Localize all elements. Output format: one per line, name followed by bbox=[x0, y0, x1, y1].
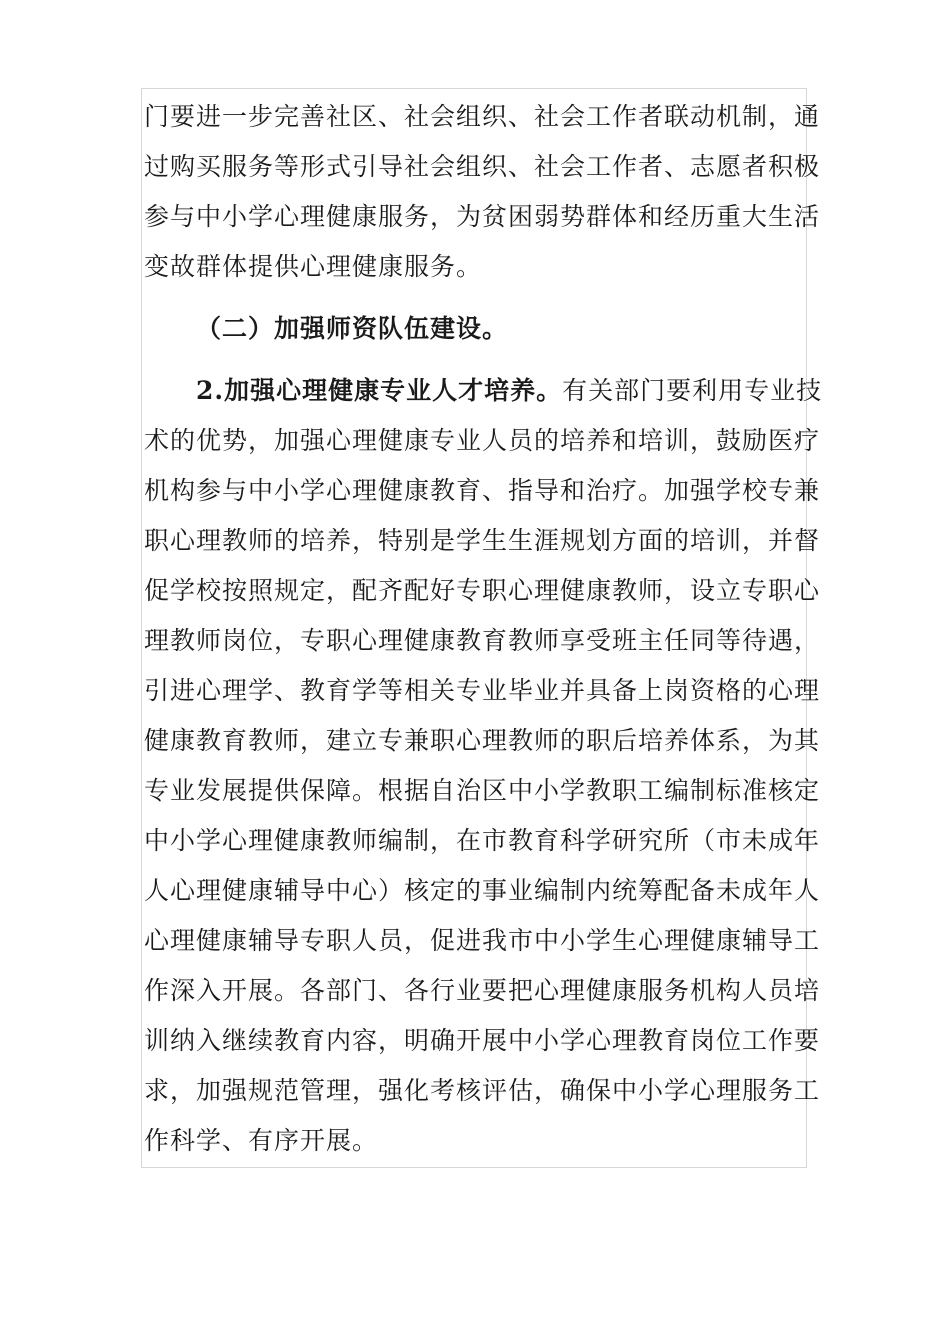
paragraph-line: 人心理健康辅导中心）核定的事业编制内统筹配备未成年人 bbox=[144, 876, 821, 905]
paragraph-line: 过购买服务等形式引导社会组织、社会工作者、志愿者积极 bbox=[144, 152, 821, 181]
paragraph-lead-text: 有关部门要利用专业技 bbox=[562, 376, 823, 405]
paragraph-lead-line bbox=[144, 366, 823, 416]
paragraph-line: 心理健康辅导专职人员，促进我市中小学生心理健康辅导工 bbox=[144, 926, 821, 955]
paragraph-line: 术的优势，加强心理健康专业人员的培养和培训，鼓励医疗 bbox=[144, 426, 821, 455]
paragraph-line: 职心理教师的培养，特别是学生生涯规划方面的培训，并督 bbox=[144, 526, 821, 555]
paragraph-line: 作科学、有序开展。 bbox=[144, 1126, 379, 1155]
spacer bbox=[144, 354, 806, 366]
paragraph-line: 引进心理学、教育学等相关专业毕业并具备上岗资格的心理 bbox=[144, 676, 821, 705]
paragraph-line: 求，加强规范管理，强化考核评估，确保中小学心理服务工 bbox=[144, 1076, 821, 1105]
paragraph-line: 理教师岗位，专职心理健康教育教师享受班主任同等待遇， bbox=[144, 626, 821, 655]
paragraph-line: 专业发展提供保障。根据自治区中小学教职工编制标准核定 bbox=[144, 776, 821, 805]
paragraph-line: 健康教育教师，建立专兼职心理教师的职后培养体系，为其 bbox=[144, 726, 821, 755]
paragraph-line: 促学校按照规定，配齐配好专职心理健康教师，设立专职心 bbox=[144, 576, 821, 605]
paragraph-line: 机构参与中小学心理健康教育、指导和治疗。加强学校专兼 bbox=[144, 476, 821, 505]
paragraph-line: 门要进一步完善社区、社会组织、社会工作者联动机制，通 bbox=[144, 102, 821, 131]
paragraph-line: 训纳入继续教育内容，明确开展中小学心理教育岗位工作要 bbox=[144, 1026, 821, 1055]
subsection-title: 2.加强心理健康专业人才培养。 bbox=[196, 376, 563, 405]
section-heading: （二）加强师资队伍建设。 bbox=[196, 314, 509, 343]
paragraph-line: 中小学心理健康教师编制，在市教育科学研究所（市未成年 bbox=[144, 826, 821, 855]
paragraph-line: 变故群体提供心理健康服务。 bbox=[144, 252, 483, 281]
document-body bbox=[144, 92, 823, 1166]
paragraph-line: 作深入开展。各部门、各行业要把心理健康服务机构人员培 bbox=[144, 976, 821, 1005]
spacer bbox=[144, 292, 806, 304]
paragraph-line: 参与中小学心理健康服务，为贫困弱势群体和经历重大生活 bbox=[144, 202, 821, 231]
